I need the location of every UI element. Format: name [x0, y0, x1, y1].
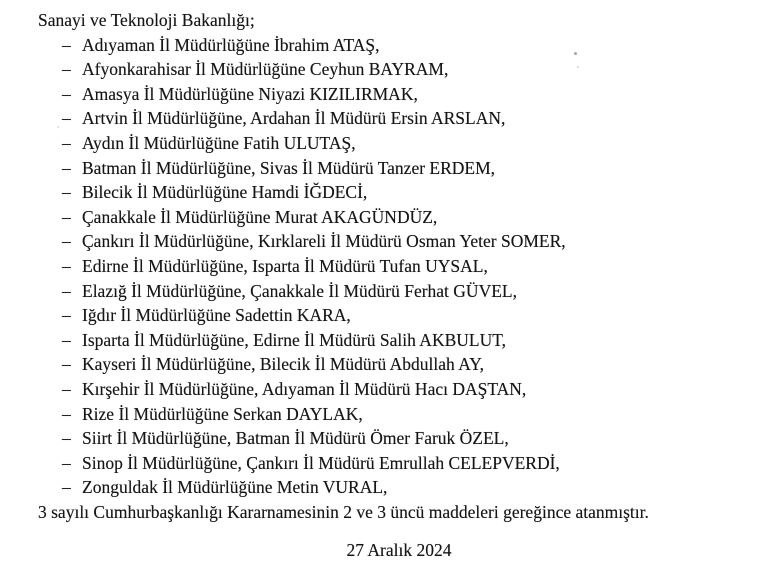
- list-item: [38, 377, 730, 402]
- list-item: [38, 254, 730, 279]
- dash-bullet: –: [62, 477, 71, 498]
- list-item: [38, 229, 730, 254]
- list-item: [38, 279, 730, 304]
- list-item: [38, 57, 730, 82]
- dash-bullet: –: [62, 305, 71, 326]
- list-item: [38, 352, 730, 377]
- dash-bullet: –: [62, 378, 71, 399]
- list-item: [38, 402, 730, 427]
- list-item: [38, 205, 730, 230]
- dash-bullet: –: [62, 108, 71, 129]
- list-item: [38, 328, 730, 353]
- appointment-text: Aydın İl Müdürlüğüne Fatih ULUTAŞ,: [82, 132, 356, 153]
- appointment-text: Isparta İl Müdürlüğüne, Edirne İl Müdürü Salih AKBULUT,: [82, 329, 506, 350]
- appointment-text: Amasya İl Müdürlüğüne Niyazi KIZILIRMAK,: [82, 83, 418, 104]
- dash-bullet: –: [62, 354, 71, 375]
- scan-speck: [57, 126, 59, 128]
- list-item: [38, 303, 730, 328]
- appointment-text: Elazığ İl Müdürlüğüne, Çanakkale İl Müdürü Ferhat GÜVEL,: [82, 280, 517, 301]
- dash-bullet: –: [62, 329, 71, 350]
- dash-bullet: –: [62, 206, 71, 227]
- appointment-text: Iğdır İl Müdürlüğüne Sadettin KARA,: [82, 305, 351, 326]
- appointment-text: Siirt İl Müdürlüğüne, Batman İl Müdürü Ömer Faruk ÖZEL,: [82, 428, 509, 449]
- list-item: [38, 180, 730, 205]
- appointment-text: Batman İl Müdürlüğüne, Sivas İl Müdürü Tanzer ERDEM,: [82, 157, 496, 178]
- list-item: [38, 131, 730, 156]
- dash-bullet: –: [62, 403, 71, 424]
- appointment-text: Çanakkale İl Müdürlüğüne Murat AKAGÜNDÜZ,: [82, 206, 438, 227]
- appointment-text: Sinop İl Müdürlüğüne, Çankırı İl Müdürü Emrullah CELEPVERDİ,: [82, 452, 560, 473]
- list-item: [38, 156, 730, 181]
- appointment-text: Afyonkarahisar İl Müdürlüğüne Ceyhun BAYRAM,: [82, 59, 449, 80]
- list-item: [38, 475, 730, 500]
- scan-speck: [574, 52, 577, 55]
- dash-bullet: –: [62, 83, 71, 104]
- scan-speck: [577, 66, 579, 68]
- appointment-text: Kayseri İl Müdürlüğüne, Bilecik İl Müdürü Abdullah AY,: [82, 354, 484, 375]
- appointment-text: Kırşehir İl Müdürlüğüne, Adıyaman İl Müdürü Hacı DAŞTAN,: [82, 378, 527, 399]
- dash-bullet: –: [62, 182, 71, 203]
- closing-statement: 3 sayılı Cumhurbaşkanlığı Kararnamesinin 2 ve 3 üncü maddeleri gereğince atanmıştır.: [38, 501, 649, 522]
- dash-bullet: –: [62, 280, 71, 301]
- list-item: [38, 106, 730, 131]
- appointment-text: Rize İl Müdürlüğüne Serkan DAYLAK,: [82, 403, 363, 424]
- list-item: [38, 82, 730, 107]
- dash-bullet: –: [62, 452, 71, 473]
- document-date: 27 Aralık 2024: [346, 540, 452, 561]
- dash-bullet: –: [62, 132, 71, 153]
- appointment-list: [38, 33, 730, 500]
- ministry-heading: Sanayi ve Teknoloji Bakanlığı;: [38, 10, 255, 30]
- appointment-text: Çankırı İl Müdürlüğüne, Kırklareli İl Müdürü Osman Yeter SOMER,: [82, 231, 566, 252]
- dash-bullet: –: [62, 255, 71, 276]
- dash-bullet: –: [62, 428, 71, 449]
- dash-bullet: –: [62, 34, 71, 55]
- list-item: [38, 426, 730, 451]
- dash-bullet: –: [62, 231, 71, 252]
- appointment-text: Bilecik İl Müdürlüğüne Hamdi İĞDECİ,: [82, 182, 368, 203]
- appointment-text: Adıyaman İl Müdürlüğüne İbrahim ATAŞ,: [82, 34, 380, 55]
- dash-bullet: –: [62, 157, 71, 178]
- appointment-text: Zonguldak İl Müdürlüğüne Metin VURAL,: [82, 477, 388, 498]
- appointment-text: Artvin İl Müdürlüğüne, Ardahan İl Müdürü Ersin ARSLAN,: [82, 108, 506, 129]
- appointment-text: Edirne İl Müdürlüğüne, Isparta İl Müdürü Tufan UYSAL,: [82, 255, 488, 276]
- list-item: [38, 33, 730, 58]
- dash-bullet: –: [62, 59, 71, 80]
- list-item: [38, 451, 730, 476]
